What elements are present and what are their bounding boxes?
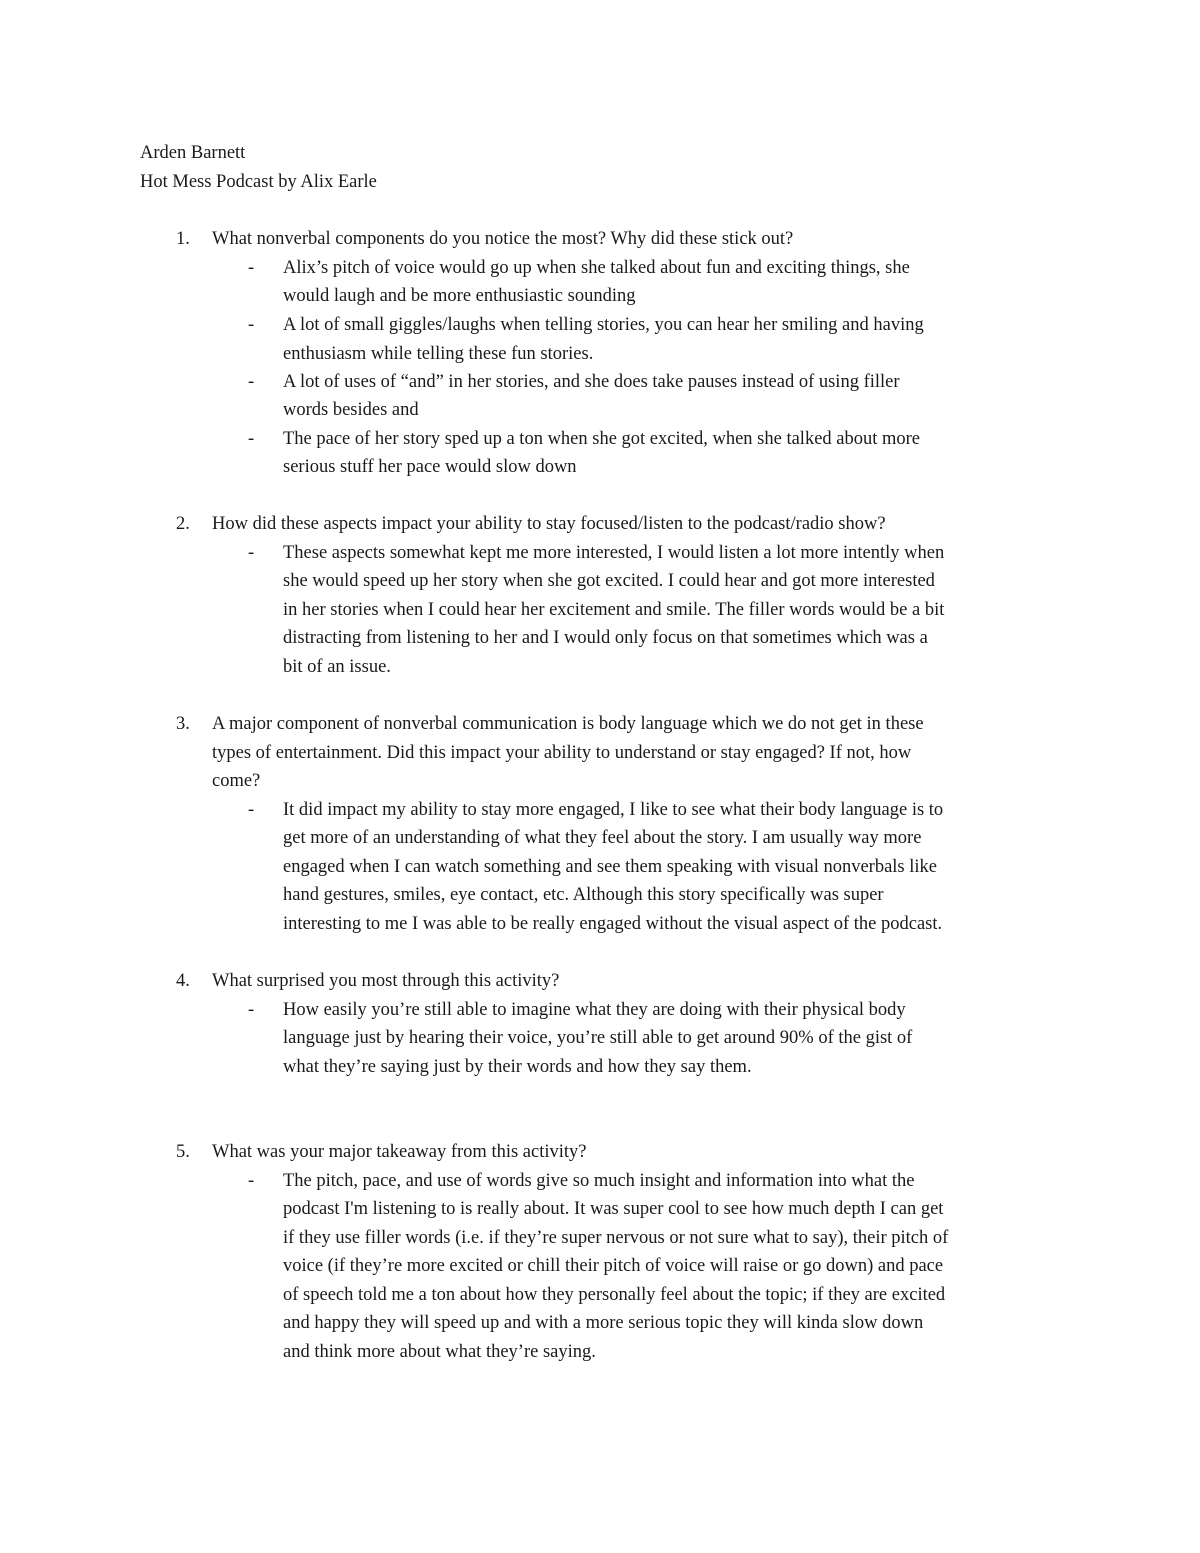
document-title: Hot Mess Podcast by Alix Earle: [140, 172, 377, 192]
answer-line: enthusiasm while telling these fun stories.: [283, 344, 594, 364]
answer-line: she would speed up her story when she got excited. I could hear and got more interested: [283, 571, 935, 591]
bullet-dash: -: [248, 800, 255, 820]
answer-line: if they use filler words (i.e. if they’re super nervous or not sure what to say), their pitch of: [283, 1228, 949, 1248]
answer-line: How easily you’re still able to imagine what they are doing with their physical body: [283, 1000, 906, 1020]
answer-line: serious stuff her pace would slow down: [283, 457, 577, 477]
question-text: types of entertainment. Did this impact your ability to understand or stay engaged? If not, how: [212, 743, 912, 763]
answer-line: get more of an understanding of what they feel about the story. I am usually way more: [283, 828, 922, 848]
answer-line: in her stories when I could hear her excitement and smile. The filler words would be a bit: [283, 600, 945, 620]
question-text: come?: [212, 771, 261, 791]
answer-line: what they’re saying just by their words and how they say them.: [283, 1057, 752, 1077]
answer-line: A lot of small giggles/laughs when telling stories, you can hear her smiling and having: [283, 315, 924, 335]
question-number: 4.: [176, 971, 190, 991]
question-text: How did these aspects impact your ability to stay focused/listen to the podcast/radio show?: [212, 514, 886, 534]
question-number: 5.: [176, 1142, 190, 1162]
answer-line: engaged when I can watch something and see them speaking with visual nonverbals like: [283, 857, 937, 877]
bullet-dash: -: [248, 429, 255, 449]
bullet-dash: -: [248, 258, 255, 278]
answer-line: and think more about what they’re saying.: [283, 1342, 596, 1362]
answer-line: distracting from listening to her and I would only focus on that sometimes which was a: [283, 628, 928, 648]
answer-line: language just by hearing their voice, you’re still able to get around 90% of the gist of: [283, 1028, 913, 1048]
answer-line: hand gestures, smiles, eye contact, etc. Although this story specifically was super: [283, 885, 884, 905]
answer-line: voice (if they’re more excited or chill their pitch of voice will raise or go down) and pace: [283, 1256, 944, 1276]
question-number: 2.: [176, 514, 190, 534]
answer-line: Alix’s pitch of voice would go up when she talked about fun and exciting things, she: [283, 258, 910, 278]
answer-line: It did impact my ability to stay more engaged, I like to see what their body language is to: [283, 800, 944, 820]
answer-line: The pace of her story sped up a ton when she got excited, when she talked about more: [283, 429, 921, 449]
answer-line: would laugh and be more enthusiastic sounding: [283, 286, 636, 306]
question-text: What was your major takeaway from this activity?: [212, 1142, 587, 1162]
question-text: What surprised you most through this activity?: [212, 971, 560, 991]
question-text: What nonverbal components do you notice the most? Why did these stick out?: [212, 229, 794, 249]
author-name: Arden Barnett: [140, 143, 246, 163]
answer-line: and happy they will speed up and with a more serious topic they will kinda slow down: [283, 1313, 924, 1333]
answer-line: podcast I'm listening to is really about. It was super cool to see how much depth I can get: [283, 1199, 944, 1219]
answer-line: The pitch, pace, and use of words give so much insight and information into what the: [283, 1171, 915, 1191]
bullet-dash: -: [248, 543, 255, 563]
bullet-dash: -: [248, 1000, 255, 1020]
answer-line: These aspects somewhat kept me more interested, I would listen a lot more intently when: [283, 543, 945, 563]
question-number: 1.: [176, 229, 190, 249]
question-number: 3.: [176, 714, 190, 734]
answer-line: bit of an issue.: [283, 657, 391, 677]
answer-line: A lot of uses of “and” in her stories, and she does take pauses instead of using filler: [283, 372, 900, 392]
answer-line: of speech told me a ton about how they personally feel about the topic; if they are excited: [283, 1285, 946, 1305]
bullet-dash: -: [248, 372, 255, 392]
answer-line: words besides and: [283, 400, 419, 420]
bullet-dash: -: [248, 1171, 255, 1191]
answer-line: interesting to me I was able to be really engaged without the visual aspect of the podcast.: [283, 914, 943, 934]
bullet-dash: -: [248, 315, 255, 335]
question-text: A major component of nonverbal communication is body language which we do not get in these: [212, 714, 924, 734]
